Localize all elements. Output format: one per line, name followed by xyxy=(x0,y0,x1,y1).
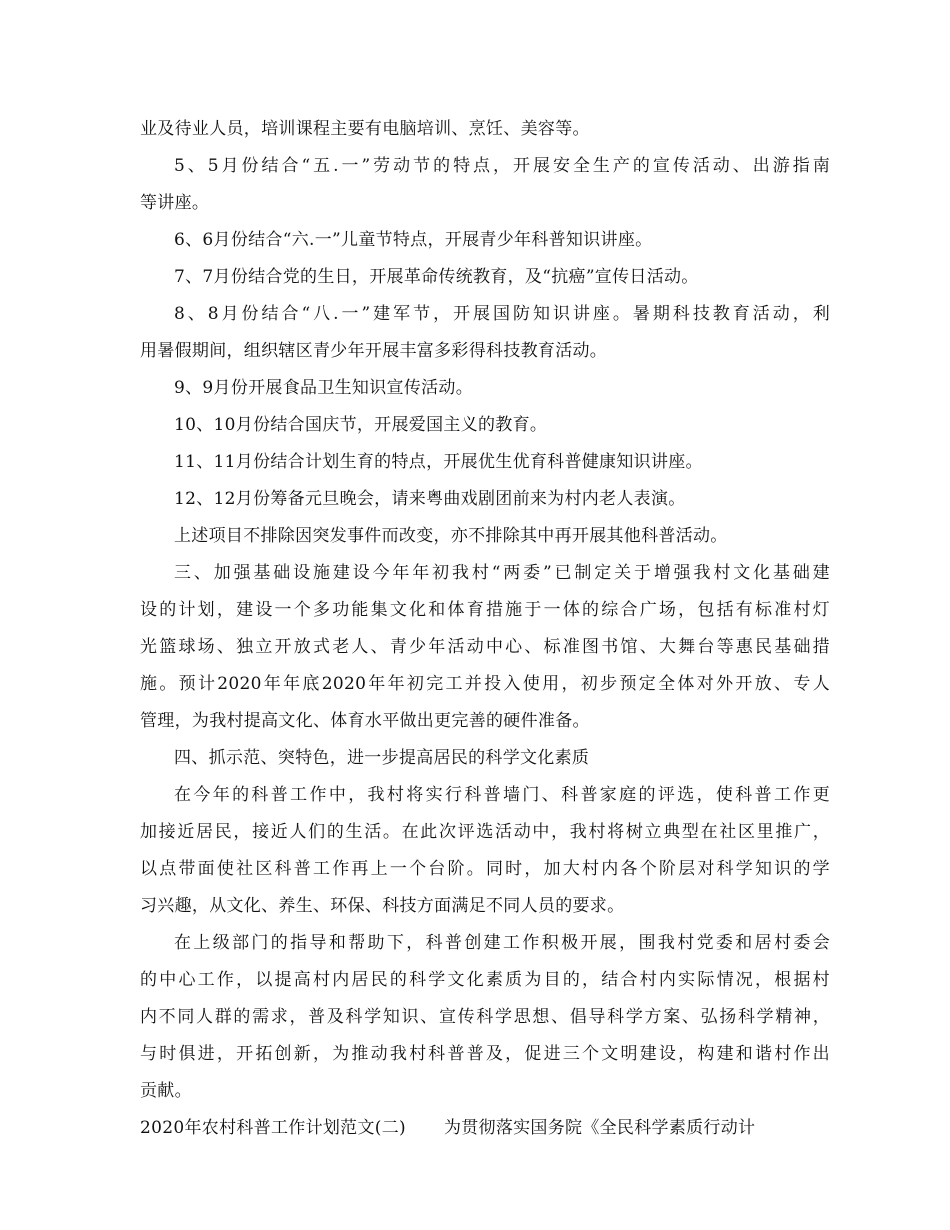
text-line: 以点带面使社区科普工作再上一个台阶。同时，加大村内各个阶层对科学知识的学 xyxy=(140,859,830,879)
text-line: 为贯彻落实国务院《全民科学素质行动计 xyxy=(443,1118,756,1138)
text-line: 12、12月份筹备元旦晚会，请来粤曲戏剧团前来为村内老人表演。 xyxy=(174,489,686,509)
text-line: 贡献。 xyxy=(140,1081,192,1101)
text-line: 在上级部门的指导和帮助下，科普创建工作积极开展，围我村党委和居村委会 xyxy=(174,933,830,953)
text-line: 等讲座。 xyxy=(140,193,210,213)
text-line: 管理，为我村提高文化、体育水平做出更完善的硬件准备。 xyxy=(140,711,590,731)
text-line: 6、6月份结合“六.一”儿童节特点，开展青少年科普知识讲座。 xyxy=(174,230,653,250)
text-line: 7、7月份结合党的生日，开展革命传统教育，及“抗癌”宣传日活动。 xyxy=(174,267,699,287)
text-line: 内不同人群的需求，普及科学知识、宣传科学思想、倡导科学方案、弘扬科学精神， xyxy=(140,1007,830,1027)
text-line: 9、9月份开展食品卫生知识宣传活动。 xyxy=(174,378,474,398)
text-line: 的中心工作，以提高村内居民的科学文化素质为目的，结合村内实际情况，根据村 xyxy=(140,970,830,990)
text-line: 在今年的科普工作中，我村将实行科普墙门、科普家庭的评选，使科普工作更 xyxy=(174,785,830,805)
text-line: 加接近居民，接近人们的生活。在此次评选活动中，我村将树立典型在社区里推广， xyxy=(140,822,830,842)
document-heading-line xyxy=(140,1117,830,1139)
text-line: 与时俱进，开拓创新，为推动我村科普普及，促进三个文明建设，构建和谐村作出 xyxy=(140,1044,830,1064)
document-title: 2020年农村科普工作计划范文(二) xyxy=(140,1118,406,1138)
section-heading: 四、抓示范、突特色，进一步提高居民的科学文化素质 xyxy=(174,748,590,768)
text-line: 8、8月份结合“八.一”建军节，开展国防知识讲座。暑期科技教育活动，利 xyxy=(174,304,830,324)
text-line: 5、5月份结合“五.一”劳动节的特点，开展安全生产的宣传活动、出游指南 xyxy=(174,156,830,176)
text-line: 业及待业人员，培训课程主要有电脑培训、烹饪、美容等。 xyxy=(140,119,590,139)
text-line: 用暑假期间，组织辖区青少年开展丰富多彩得科技教育活动。 xyxy=(140,341,608,361)
text-line: 施。预计2020年年底2020年年初完工并投入使用，初步预定全体对外开放、专人 xyxy=(140,674,830,694)
text-line: 10、10月份结合国庆节，开展爱国主义的教育。 xyxy=(174,415,548,435)
text-line: 习兴趣，从文化、养生、环保、科技方面满足不同人员的要求。 xyxy=(140,896,625,916)
text-line: 上述项目不排除因突发事件而改变，亦不排除其中再开展其他科普活动。 xyxy=(174,526,728,546)
text-line: 三、加强基础设施建设今年年初我村“两委”已制定关于增强我村文化基础建 xyxy=(174,563,830,583)
text-line: 光篮球场、独立开放式老人、青少年活动中心、标准图书馆、大舞台等惠民基础措 xyxy=(140,637,830,657)
text-line: 11、11月份结合计划生育的特点，开展优生优育科普健康知识讲座。 xyxy=(174,452,703,472)
text-line: 设的计划，建设一个多功能集文化和体育措施于一体的综合广场，包括有标准村灯 xyxy=(140,600,830,620)
